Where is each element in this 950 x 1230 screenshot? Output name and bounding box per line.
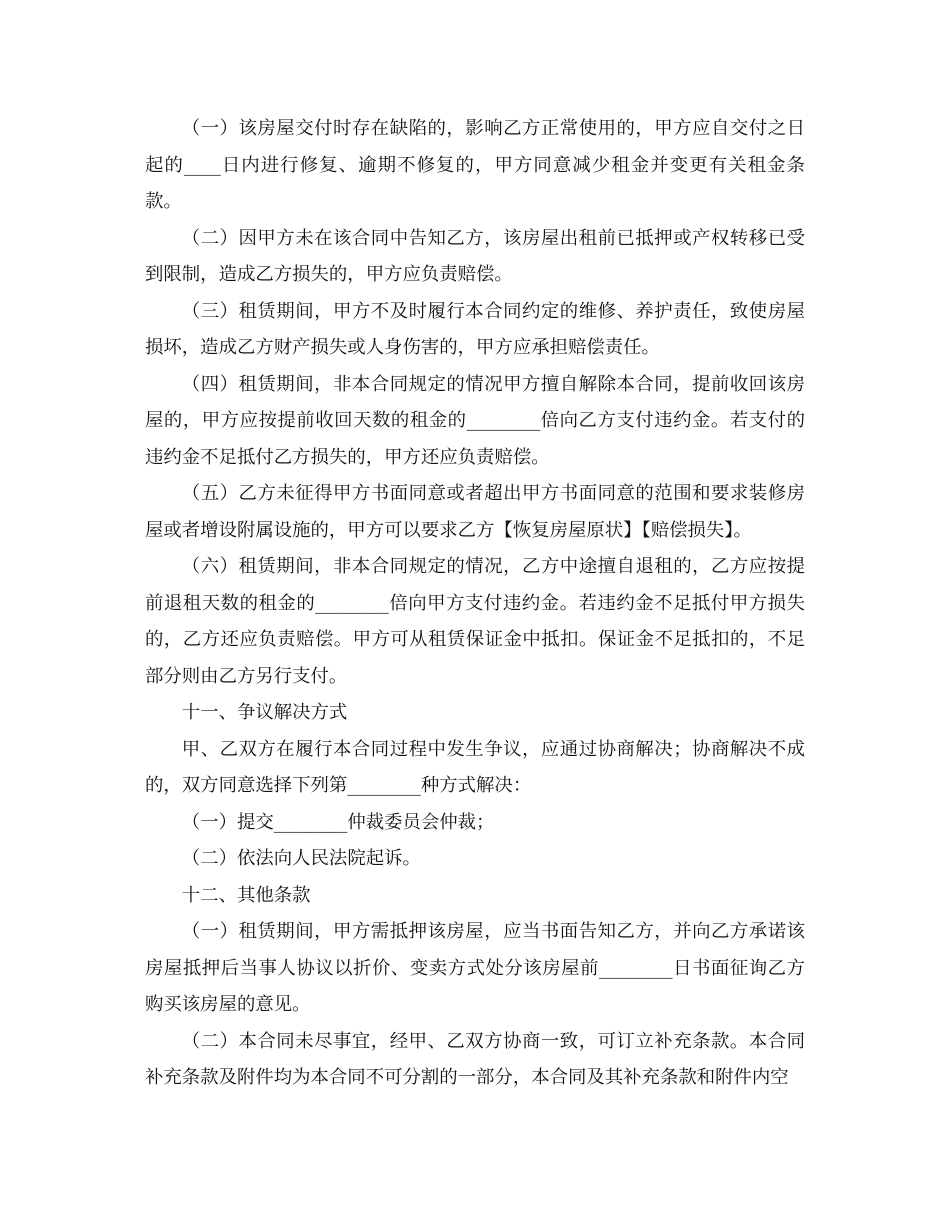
paragraph-clause-defect-repair: （一）该房屋交付时存在缺陷的，影响乙方正常使用的，甲方应自交付之日起的____日内进行修复、逾期不修复的，甲方同意减少租金并变更有关租金条款。 — [145, 118, 805, 212]
section-heading-dispute: 十一、争议解决方式 — [181, 702, 348, 723]
paragraph-dispute-resolution: 甲、乙双方在履行本合同过程中发生争议，应通过协商解决；协商解决不成的，双方同意选择下列第________种方式解决： — [145, 738, 805, 796]
paragraph-arbitration-option: （一）提交________仲裁委员会仲裁； — [181, 811, 495, 833]
paragraph-clause-mortgage-loss: （二）因甲方未在该合同中告知乙方，该房屋出租前已抵押或产权转移已受到限制，造成乙方损失的，甲方应负责赔偿。 — [145, 227, 805, 285]
paragraph-court-option: （二）依法向人民法院起诉。 — [181, 848, 421, 869]
paragraph-clause-tenant-termination: （六）租赁期间，非本合同规定的情况，乙方中途擅自退租的，乙方应按提前退租天数的租金的________倍向甲方支付违约金。若违约金不足抵付甲方损失的，乙方还应负责赔偿。甲方可从租赁保证金中抵扣。保证金不足抵扣的，不足部分则由乙方另行支付。 — [145, 556, 805, 687]
paragraph-supplementary-terms: （二）本合同未尽事宜，经甲、乙双方协商一致，可订立补充条款。本合同补充条款及附件均为本合同不可分割的一部分，本合同及其补充条款和附件内空 — [145, 1030, 805, 1088]
paragraph-clause-renovation: （五）乙方未征得甲方书面同意或者超出甲方书面同意的范围和要求装修房屋或者增设附属设施的，甲方可以要求乙方【恢复房屋原状】【赔偿损失】。 — [145, 483, 805, 541]
section-heading-other-terms: 十二、其他条款 — [181, 884, 311, 906]
paragraph-clause-landlord-termination: （四）租赁期间，非本合同规定的情况甲方擅自解除本合同，提前收回该房屋的，甲方应按提前收回天数的租金的________倍向乙方支付违约金。若支付的违约金不足抵付乙方损失的，甲方还应负责赔偿。 — [145, 373, 805, 468]
document-body — [145, 111, 805, 1097]
paragraph-clause-maintenance: （三）租赁期间，甲方不及时履行本合同约定的维修、养护责任，致使房屋损坏，造成乙方财产损失或人身伤害的，甲方应承担赔偿责任。 — [145, 300, 805, 358]
paragraph-mortgage-notice: （一）租赁期间，甲方需抵押该房屋，应当书面告知乙方，并向乙方承诺该房屋抵押后当事人协议以折价、变卖方式处分该房屋前________日书面征询乙方购买该房屋的意见。 — [145, 921, 805, 1015]
